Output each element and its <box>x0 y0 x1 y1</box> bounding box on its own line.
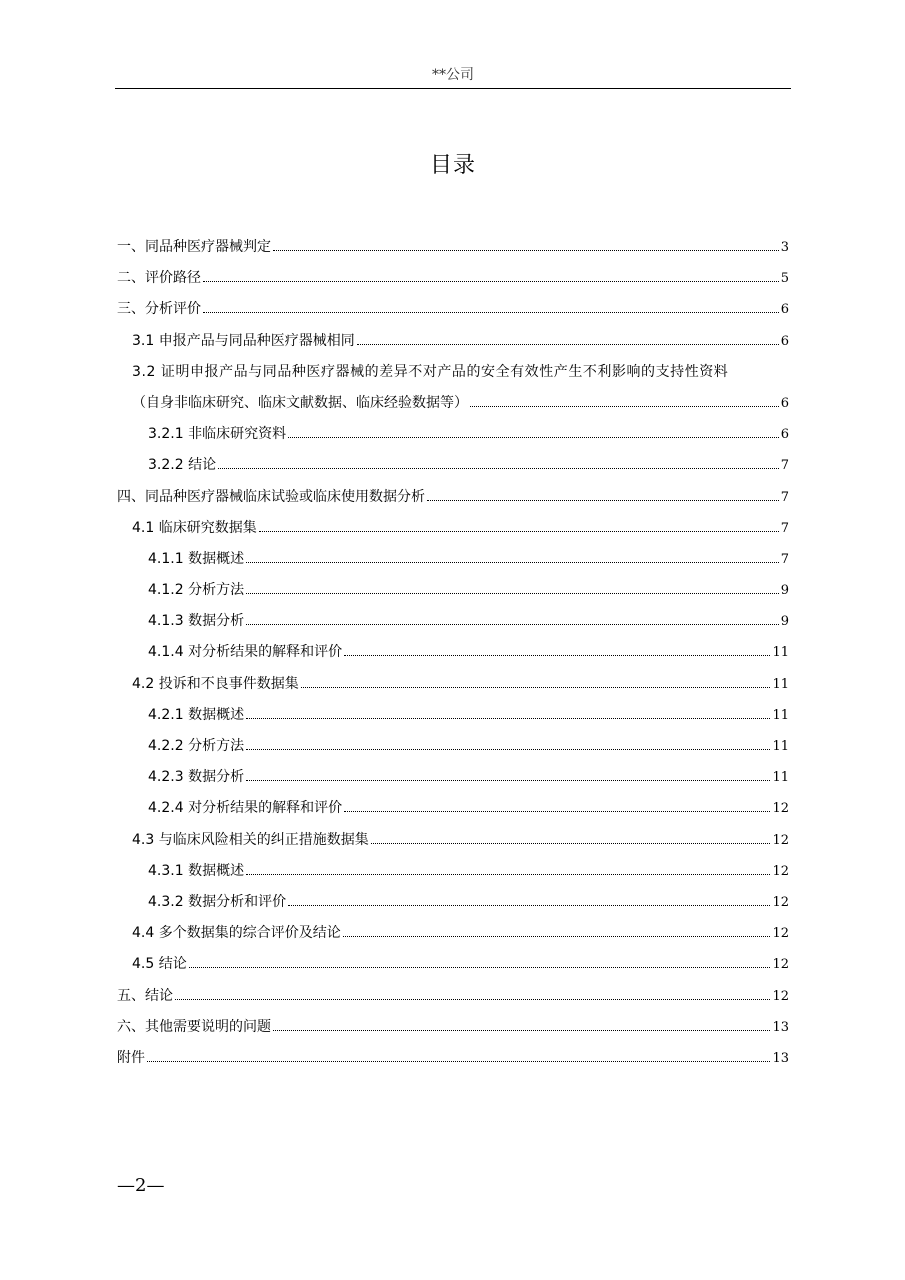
dot-leader <box>246 562 779 563</box>
toc-entry-label: 4.5 结论 <box>132 956 187 973</box>
dot-leader <box>470 406 779 407</box>
toc-entry-label: 4.3.1 数据概述 <box>148 862 245 879</box>
header-rule <box>115 88 791 89</box>
toc-entry-label: 4.1.2 分析方法 <box>148 582 245 599</box>
toc-entry[interactable] <box>117 953 789 984</box>
toc-page-number: 11 <box>772 739 789 755</box>
toc-title: 目录 <box>429 153 476 178</box>
dot-leader <box>246 593 779 594</box>
dot-leader <box>344 655 770 656</box>
toc-entry-label: 六、其他需要说明的问题 <box>117 1018 271 1035</box>
toc-entry-label: 4.1.3 数据分析 <box>148 613 245 630</box>
toc-page-number: 7 <box>780 520 789 536</box>
toc-entry[interactable] <box>117 891 789 922</box>
toc-page-number: 9 <box>780 583 789 599</box>
toc-page-number: 12 <box>772 988 789 1004</box>
toc-page-number: 6 <box>780 333 789 349</box>
toc-page-number: 12 <box>772 894 789 910</box>
dot-leader <box>189 967 771 968</box>
toc-page-number: 11 <box>772 676 789 692</box>
dot-leader <box>246 780 770 781</box>
dot-leader <box>246 718 770 719</box>
dot-leader <box>175 999 770 1000</box>
toc-page-number: 11 <box>772 770 789 786</box>
toc-entry-label: 3.1 申报产品与同品种医疗器械相同 <box>132 332 355 349</box>
toc-page-number: 9 <box>780 614 789 630</box>
toc-entry[interactable] <box>117 1016 789 1047</box>
dot-leader <box>301 687 771 688</box>
toc-page-number: 6 <box>780 427 789 443</box>
dot-leader <box>357 344 779 345</box>
dot-leader <box>343 936 771 937</box>
toc-page-number: 11 <box>772 645 789 661</box>
dot-leader <box>147 1061 770 1062</box>
toc-entry[interactable] <box>117 517 789 548</box>
dot-leader <box>246 749 770 750</box>
dot-leader <box>288 905 770 906</box>
toc-entry-label-line1: 3.2 证明申报产品与同品种医疗器械的差异不对产品的安全有效性产生不利影响的支持性资料 <box>132 363 729 380</box>
toc-page-number: 12 <box>772 957 789 973</box>
toc-page-number: 3 <box>780 240 789 255</box>
toc-entry[interactable] <box>117 704 789 735</box>
dot-leader <box>246 624 779 625</box>
toc-entry[interactable] <box>117 330 789 361</box>
toc-entry-label: 4.2.2 分析方法 <box>148 738 245 755</box>
toc-entry-label: 四、同品种医疗器械临床试验或临床使用数据分析 <box>117 488 425 505</box>
toc-entry[interactable] <box>117 236 789 267</box>
table-of-contents <box>117 236 789 1078</box>
toc-entry-label: 4.2.3 数据分析 <box>148 769 245 786</box>
toc-entry[interactable] <box>117 766 789 797</box>
dot-leader <box>273 1030 770 1031</box>
toc-page-number: 12 <box>772 926 789 942</box>
toc-entry[interactable] <box>117 922 789 953</box>
toc-entry[interactable] <box>117 298 789 329</box>
toc-page-number: 6 <box>780 395 789 411</box>
toc-entry[interactable] <box>117 579 789 610</box>
toc-page-number: 12 <box>772 801 789 817</box>
toc-page-number: 7 <box>780 458 789 474</box>
toc-page-number: 13 <box>772 1050 789 1066</box>
toc-entry-label: 二、评价路径 <box>117 270 201 287</box>
toc-entry-label: 4.1.4 对分析结果的解释和评价 <box>148 644 343 661</box>
toc-entry[interactable] <box>117 361 789 423</box>
toc-entry[interactable] <box>117 829 789 860</box>
toc-entry[interactable] <box>117 423 789 454</box>
toc-entry-label: 一、同品种医疗器械判定 <box>117 239 271 255</box>
dot-leader <box>288 437 779 438</box>
toc-entry[interactable] <box>117 735 789 766</box>
dot-leader <box>427 500 779 501</box>
toc-entry-label: 4.2.4 对分析结果的解释和评价 <box>148 800 343 817</box>
toc-entry[interactable] <box>117 1047 789 1078</box>
toc-page-number: 7 <box>780 489 789 505</box>
toc-entry[interactable] <box>117 673 789 704</box>
toc-entry-label: 4.4 多个数据集的综合评价及结论 <box>132 925 341 942</box>
toc-entry[interactable] <box>117 610 789 641</box>
dot-leader <box>203 281 779 282</box>
toc-entry-label: 4.3 与临床风险相关的纠正措施数据集 <box>132 831 369 848</box>
toc-page-number: 7 <box>780 551 789 567</box>
toc-entry-label: （自身非临床研究、临床文献数据、临床经验数据等） <box>132 394 468 411</box>
toc-entry[interactable] <box>117 985 789 1016</box>
toc-page-number: 12 <box>772 863 789 879</box>
toc-entry-label: 三、分析评价 <box>117 301 201 318</box>
dot-leader <box>203 312 779 313</box>
toc-entry-label: 4.3.2 数据分析和评价 <box>148 893 287 910</box>
toc-entry-label: 3.2.1 非临床研究资料 <box>148 426 287 443</box>
page-header: **公司 <box>432 67 474 83</box>
dot-leader <box>371 843 771 844</box>
toc-entry[interactable] <box>117 486 789 517</box>
toc-entry-label: 4.2.1 数据概述 <box>148 706 245 723</box>
dot-leader <box>246 874 770 875</box>
toc-page-number: 5 <box>780 271 789 287</box>
dot-leader <box>273 250 779 251</box>
dot-leader <box>259 531 779 532</box>
toc-entry[interactable] <box>117 641 789 672</box>
toc-entry[interactable] <box>117 797 789 828</box>
toc-entry-label: 4.2 投诉和不良事件数据集 <box>132 675 299 692</box>
toc-entry[interactable] <box>117 454 789 485</box>
toc-page-number: 6 <box>780 302 789 318</box>
toc-page-number: 12 <box>772 832 789 848</box>
toc-entry[interactable] <box>117 267 789 298</box>
toc-entry-label: 五、结论 <box>117 987 173 1004</box>
toc-entry[interactable] <box>117 860 789 891</box>
dot-leader <box>218 468 779 469</box>
page-number: —2— <box>117 1175 165 1196</box>
dot-leader <box>344 811 770 812</box>
toc-entry-label: 4.1.1 数据概述 <box>148 550 245 567</box>
toc-entry-label: 3.2.2 结论 <box>148 457 217 474</box>
toc-entry[interactable] <box>117 548 789 579</box>
toc-page-number: 13 <box>772 1019 789 1035</box>
toc-entry-label: 4.1 临床研究数据集 <box>132 519 257 536</box>
toc-entry-label: 附件 <box>117 1049 145 1066</box>
toc-page-number: 11 <box>772 707 789 723</box>
